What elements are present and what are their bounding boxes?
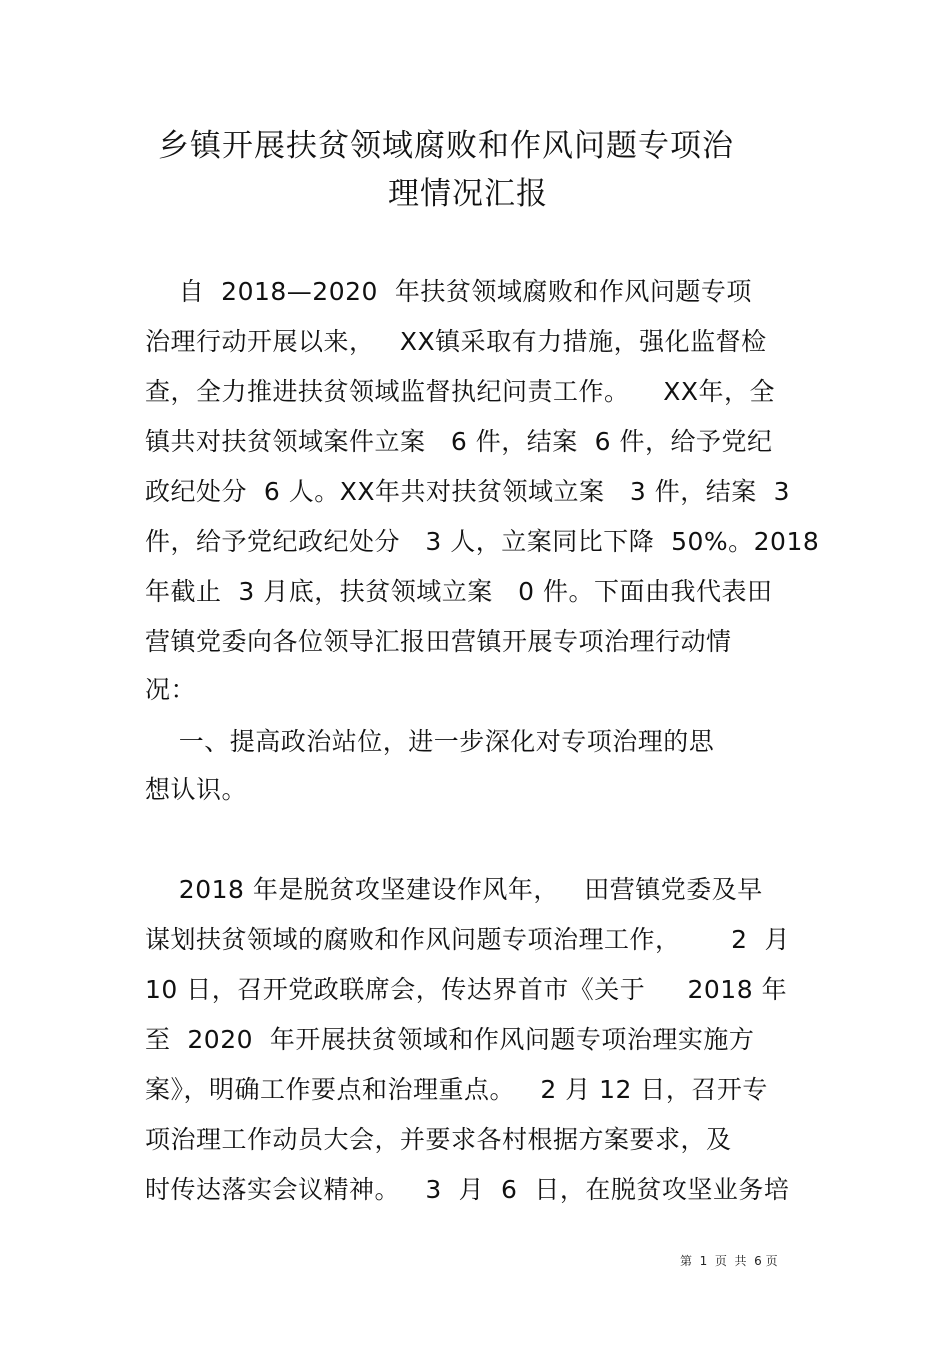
body-line-15: 至 2020 年开展扶贫领域和作风问题专项治理实施方: [145, 1025, 755, 1054]
document-title-line-1: 乡镇开展扶贫领域腐败和作风问题专项治: [158, 128, 734, 164]
body-line-16: 案》，明确工作要点和治理重点。 2 月 12 日，召开专: [145, 1075, 768, 1104]
body-line-18: 时传达落实会议精神。 3 月 6 日，在脱贫攻坚业务培: [145, 1175, 790, 1204]
body-line-7: 年截止 3 月底，扶贫领域立案 0 件。下面由我代表田: [145, 577, 773, 606]
body-line-2: 治理行动开展以来， XX镇采取有力措施，强化监督检: [145, 327, 767, 356]
body-line-9: 况：: [145, 675, 197, 704]
body-line-1: 自 2018—2020 年扶贫领域腐败和作风问题专项: [145, 277, 752, 306]
body-line-4: 镇共对扶贫领域案件立案 6 件，结案 6 件，给予党纪: [145, 427, 773, 456]
section-heading-line-2: 想认识。: [145, 775, 248, 804]
body-line-14: 10 日，召开党政联席会，传达界首市《关于 2018 年: [145, 975, 788, 1004]
body-line-3: 查，全力推进扶贫领域监督执纪问责工作。 XX年，全: [145, 377, 776, 406]
body-line-5: 政纪处分 6 人。XX年共对扶贫领域立案 3 件，结案 3: [145, 477, 790, 506]
body-line-6: 件，给予党纪政纪处分 3 人，立案同比下降 50%。2018: [145, 527, 820, 556]
body-line-8: 营镇党委向各位领导汇报田营镇开展专项治理行动情: [145, 627, 732, 656]
body-line-13: 谋划扶贫领域的腐败和作风问题专项治理工作， 2 月: [145, 925, 790, 954]
body-line-17: 项治理工作动员大会，并要求各村根据方案要求，及: [145, 1125, 732, 1154]
page-number-footer: 第 1 页 共 6 页: [680, 1254, 778, 1268]
body-line-12: 2018 年是脱贫攻坚建设作风年， 田营镇党委及早: [145, 875, 763, 904]
section-heading-line-1: 一、提高政治站位，进一步深化对专项治理的思: [145, 727, 715, 756]
document-title-line-2: 理情况汇报: [388, 176, 548, 212]
